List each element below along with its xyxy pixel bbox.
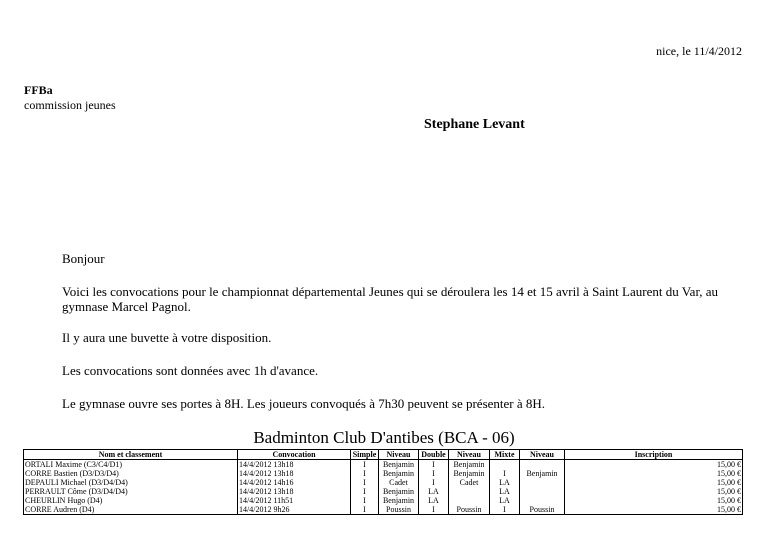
table-header-row bbox=[24, 450, 743, 460]
cell-name: DEPAULI Michael (D3/D4/D4) bbox=[24, 478, 238, 487]
table-row bbox=[24, 505, 743, 515]
cell-convocation: 14/4/2012 13h18 bbox=[238, 469, 351, 478]
cell-simple: I bbox=[351, 505, 379, 515]
cell-niveau-mixte bbox=[520, 478, 565, 487]
cell-inscription: 15,00 € bbox=[565, 505, 743, 515]
cell-niveau-simple: Poussin bbox=[379, 505, 419, 515]
cell-niveau-mixte bbox=[520, 460, 565, 470]
cell-double: I bbox=[419, 460, 449, 470]
cell-niveau-double: Benjamin bbox=[449, 469, 490, 478]
cell-niveau-mixte bbox=[520, 496, 565, 505]
cell-niveau-double bbox=[449, 487, 490, 496]
cell-inscription: 15,00 € bbox=[565, 460, 743, 470]
cell-niveau-double bbox=[449, 496, 490, 505]
paragraph-buvette: Il y aura une buvette à votre disposition. bbox=[62, 330, 272, 345]
table-row bbox=[24, 478, 743, 487]
cell-name: CHEURLIN Hugo (D4) bbox=[24, 496, 238, 505]
cell-mixte: I bbox=[490, 505, 520, 515]
col-header-simple: Simple bbox=[351, 450, 379, 460]
cell-convocation: 14/4/2012 14h16 bbox=[238, 478, 351, 487]
greeting: Bonjour bbox=[62, 251, 105, 266]
col-header-convocation: Convocation bbox=[238, 450, 351, 460]
cell-convocation: 14/4/2012 13h18 bbox=[238, 487, 351, 496]
cell-inscription: 15,00 € bbox=[565, 478, 743, 487]
col-header-double: Double bbox=[419, 450, 449, 460]
cell-niveau-double: Benjamin bbox=[449, 460, 490, 470]
convocation-table bbox=[23, 449, 743, 515]
cell-convocation: 14/4/2012 9h26 bbox=[238, 505, 351, 515]
cell-double: I bbox=[419, 478, 449, 487]
cell-mixte: LA bbox=[490, 478, 520, 487]
col-header-niveau-mixte: Niveau bbox=[520, 450, 565, 460]
cell-niveau-simple: Benjamin bbox=[379, 469, 419, 478]
cell-simple: I bbox=[351, 496, 379, 505]
cell-niveau-double: Poussin bbox=[449, 505, 490, 515]
cell-double: I bbox=[419, 469, 449, 478]
paragraph-convocation: Les convocations sont données avec 1h d'avance. bbox=[62, 363, 319, 378]
cell-double: LA bbox=[419, 487, 449, 496]
recipient-name: Stephane Levant bbox=[424, 117, 525, 132]
cell-inscription: 15,00 € bbox=[565, 469, 743, 478]
cell-mixte: I bbox=[490, 469, 520, 478]
table-row bbox=[24, 460, 743, 470]
cell-niveau-mixte bbox=[520, 487, 565, 496]
club-title: Badminton Club D'antibes (BCA - 06) bbox=[253, 428, 515, 447]
col-header-niveau-simple: Niveau bbox=[379, 450, 419, 460]
cell-inscription: 15,00 € bbox=[565, 496, 743, 505]
organization-block bbox=[24, 83, 116, 113]
org-department: commission jeunes bbox=[24, 98, 116, 112]
cell-name: PERRAULT Côme (D3/D4/D4) bbox=[24, 487, 238, 496]
col-header-mixte: Mixte bbox=[490, 450, 520, 460]
cell-name: CORRE Audren (D4) bbox=[24, 505, 238, 515]
table-row bbox=[24, 496, 743, 505]
col-header-niveau-double: Niveau bbox=[449, 450, 490, 460]
cell-simple: I bbox=[351, 469, 379, 478]
table-row bbox=[24, 469, 743, 478]
cell-niveau-simple: Benjamin bbox=[379, 487, 419, 496]
cell-niveau-simple: Benjamin bbox=[379, 460, 419, 470]
cell-inscription: 15,00 € bbox=[565, 487, 743, 496]
cell-mixte bbox=[490, 460, 520, 470]
cell-niveau-mixte: Benjamin bbox=[520, 469, 565, 478]
cell-name: ORTALI Maxime (C3/C4/D1) bbox=[24, 460, 238, 470]
org-name: FFBa bbox=[24, 83, 53, 97]
cell-convocation: 14/4/2012 11h51 bbox=[238, 496, 351, 505]
paragraph-gymnase: Le gymnase ouvre ses portes à 8H. Les joueurs convoqués à 7h30 peuvent se présenter à 8H. bbox=[62, 396, 546, 411]
col-header-name: Nom et classement bbox=[24, 450, 238, 460]
cell-mixte: LA bbox=[490, 496, 520, 505]
cell-simple: I bbox=[351, 460, 379, 470]
cell-double: LA bbox=[419, 496, 449, 505]
cell-mixte: LA bbox=[490, 487, 520, 496]
table-row bbox=[24, 487, 743, 496]
paragraph-intro: Voici les convocations pour le championnat départemental Jeunes qui se déroulera les 14 et 15 avril à Saint Laurent du Var, au gymnase Marcel Pagnol. bbox=[62, 284, 719, 314]
cell-niveau-simple: Cadet bbox=[379, 478, 419, 487]
cell-niveau-double: Cadet bbox=[449, 478, 490, 487]
cell-niveau-simple: Benjamin bbox=[379, 496, 419, 505]
cell-niveau-mixte: Poussin bbox=[520, 505, 565, 515]
cell-double: I bbox=[419, 505, 449, 515]
letter-body bbox=[62, 251, 752, 425]
cell-convocation: 14/4/2012 13h18 bbox=[238, 460, 351, 470]
cell-name: CORRE Bastien (D3/D3/D4) bbox=[24, 469, 238, 478]
cell-simple: I bbox=[351, 487, 379, 496]
date-line: nice, le 11/4/2012 bbox=[656, 44, 742, 58]
cell-simple: I bbox=[351, 478, 379, 487]
col-header-inscription: Inscription bbox=[565, 450, 743, 460]
